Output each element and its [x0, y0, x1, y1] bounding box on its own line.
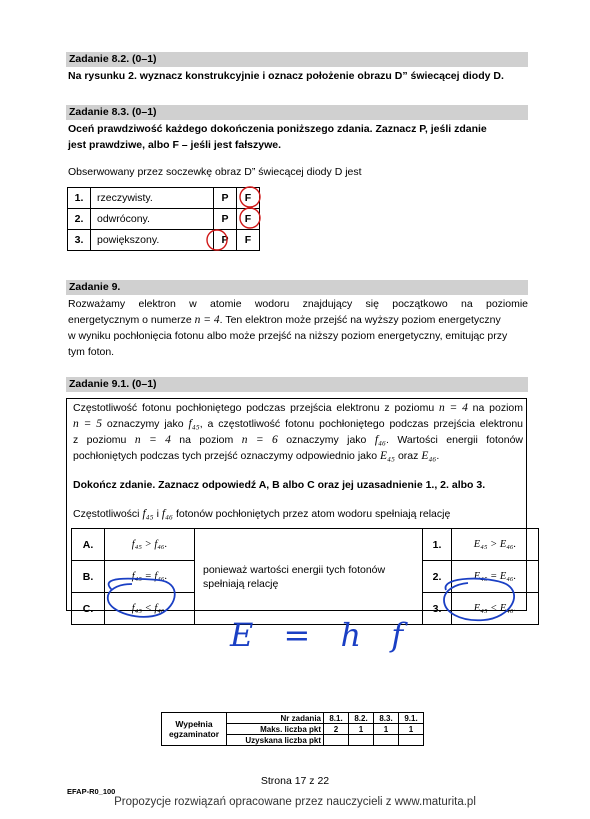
- max-points: 1: [349, 724, 374, 735]
- f-option[interactable]: F: [237, 230, 260, 251]
- task-8-2-header: Zadanie 8.2. (0–1): [66, 52, 528, 67]
- task-number: 8.2.: [349, 713, 374, 724]
- task-9-header: Zadanie 9.: [66, 280, 528, 295]
- task-9-line-1: Rozważamy elektron w atomie wodoru znajdujący się początkowo na poziomie: [68, 298, 528, 310]
- f-option[interactable]: F: [237, 209, 260, 230]
- max-points: 2: [324, 724, 349, 735]
- task-9-line-4: tym foton.: [68, 346, 115, 358]
- option-expr[interactable]: f₄₅ < f₄₆.: [105, 593, 195, 625]
- option-expr[interactable]: f₄₅ = f₄₆.: [105, 561, 195, 593]
- math-n4: n = 4: [194, 314, 220, 326]
- row-header: Maks. liczba pkt: [227, 724, 324, 735]
- reason-key[interactable]: 3.: [423, 593, 452, 625]
- option-key[interactable]: B.: [72, 561, 105, 593]
- score-cell[interactable]: [374, 735, 399, 746]
- max-points: 1: [374, 724, 399, 735]
- task-9-line-2: energetycznym o numerze n = 4. Ten elektron może przejść na wyższy poziom energetyczny: [68, 314, 501, 326]
- f-option[interactable]: F: [237, 188, 260, 209]
- reason-expr[interactable]: E₄₅ = E₄₆.: [452, 561, 539, 593]
- task-9-1-para-line-1: Częstotliwość fotonu pochłoniętego podczas przejścia elektronu z poziomu n = 4 na poziom: [73, 402, 524, 414]
- task-number: 8.1.: [324, 713, 349, 724]
- because-cell: ponieważ wartości energii tych fotonów spełniają relację: [195, 529, 423, 625]
- task-8-3-instruction-2: jest prawdziwe, albo F – jeśli jest fałszywe.: [68, 139, 281, 151]
- reason-key[interactable]: 1.: [423, 529, 452, 561]
- row-header: Nr zadania: [227, 713, 324, 724]
- task-8-3-stem: Obserwowany przez soczewkę obraz D” świecącej diody D jest: [68, 166, 362, 178]
- task-9-line-3: w wyniku pochłonięcia fotonu albo może przejść na niższy poziom energetyczny, emitując przy: [68, 330, 508, 342]
- task-8-3-instruction-1: Oceń prawdziwość każdego dokończenia poniższego zdania. Zaznacz P, jeśli zdanie: [68, 123, 487, 135]
- task-number: 9.1.: [399, 713, 424, 724]
- task-number: 8.3.: [374, 713, 399, 724]
- reason-expr[interactable]: E₄₅ > E₄₆.: [452, 529, 539, 561]
- score-cell[interactable]: [399, 735, 424, 746]
- tf-row-number: 3.: [68, 230, 91, 251]
- tf-row-label: powiększony.: [91, 230, 214, 251]
- p-option[interactable]: P: [214, 230, 237, 251]
- tf-row-number: 1.: [68, 188, 91, 209]
- tf-row-number: 2.: [68, 209, 91, 230]
- handwritten-formula: E = h f: [230, 616, 414, 654]
- page-number: Strona 17 z 22: [260, 775, 330, 787]
- tf-row-label: rzeczywisty.: [91, 188, 214, 209]
- hand-oval-icon: [444, 579, 514, 621]
- hand-oval-icon: [108, 579, 175, 617]
- task-8-3-header: Zadanie 8.3. (0–1): [66, 105, 528, 120]
- score-cell[interactable]: [349, 735, 374, 746]
- option-key[interactable]: C.: [72, 593, 105, 625]
- footer-note: Propozycje rozwiązań opracowane przez nauczycieli z www.maturita.pl: [114, 796, 476, 808]
- task-8-2-text: Na rysunku 2. wyznacz konstrukcyjnie i oznacz położenie obrazu D” świecącej diody D.: [68, 70, 504, 82]
- option-key[interactable]: A.: [72, 529, 105, 561]
- score-cell[interactable]: [324, 735, 349, 746]
- tf-row-label: odwrócony.: [91, 209, 214, 230]
- task-9-1-header: Zadanie 9.1. (0–1): [66, 377, 528, 392]
- row-header: Uzyskana liczba pkt: [227, 735, 324, 746]
- reason-key[interactable]: 2.: [423, 561, 452, 593]
- task-9-1-para-line-3: z poziomu n = 4 na poziom n = 6 oznaczymy jako f₄₆. Wartości energii fotonów: [73, 434, 524, 446]
- p-option[interactable]: P: [214, 188, 237, 209]
- max-points: 1: [399, 724, 424, 735]
- examiner-label: Wypełnia egzaminator: [162, 713, 227, 746]
- exam-code: EFAP-R0_100: [67, 787, 116, 796]
- task-9-1-para-line-4: pochłoniętych podczas tych przejść oznaczymy odpowiednio jako E₄₅ oraz E₄₆.: [73, 450, 440, 462]
- task-9-1-stem: Częstotliwości f₄₅ i f₄₆ fotonów pochłoniętych przez atom wodoru spełniają relację: [73, 508, 451, 520]
- examiner-table: [161, 712, 424, 746]
- p-option[interactable]: P: [214, 209, 237, 230]
- option-expr[interactable]: f₄₅ > f₄₆.: [105, 529, 195, 561]
- task-9-1-instruction: Dokończ zdanie. Zaznacz odpowiedź A, B albo C oraz jej uzasadnienie 1., 2. albo 3.: [73, 479, 486, 491]
- reason-expr[interactable]: E₄₅ < E₄₆.: [452, 593, 539, 625]
- task-9-1-para-line-2: n = 5 oznaczymy jako f₄₅, a częstotliwość fotonu pochłoniętego podczas przejścia elektronu: [73, 418, 524, 430]
